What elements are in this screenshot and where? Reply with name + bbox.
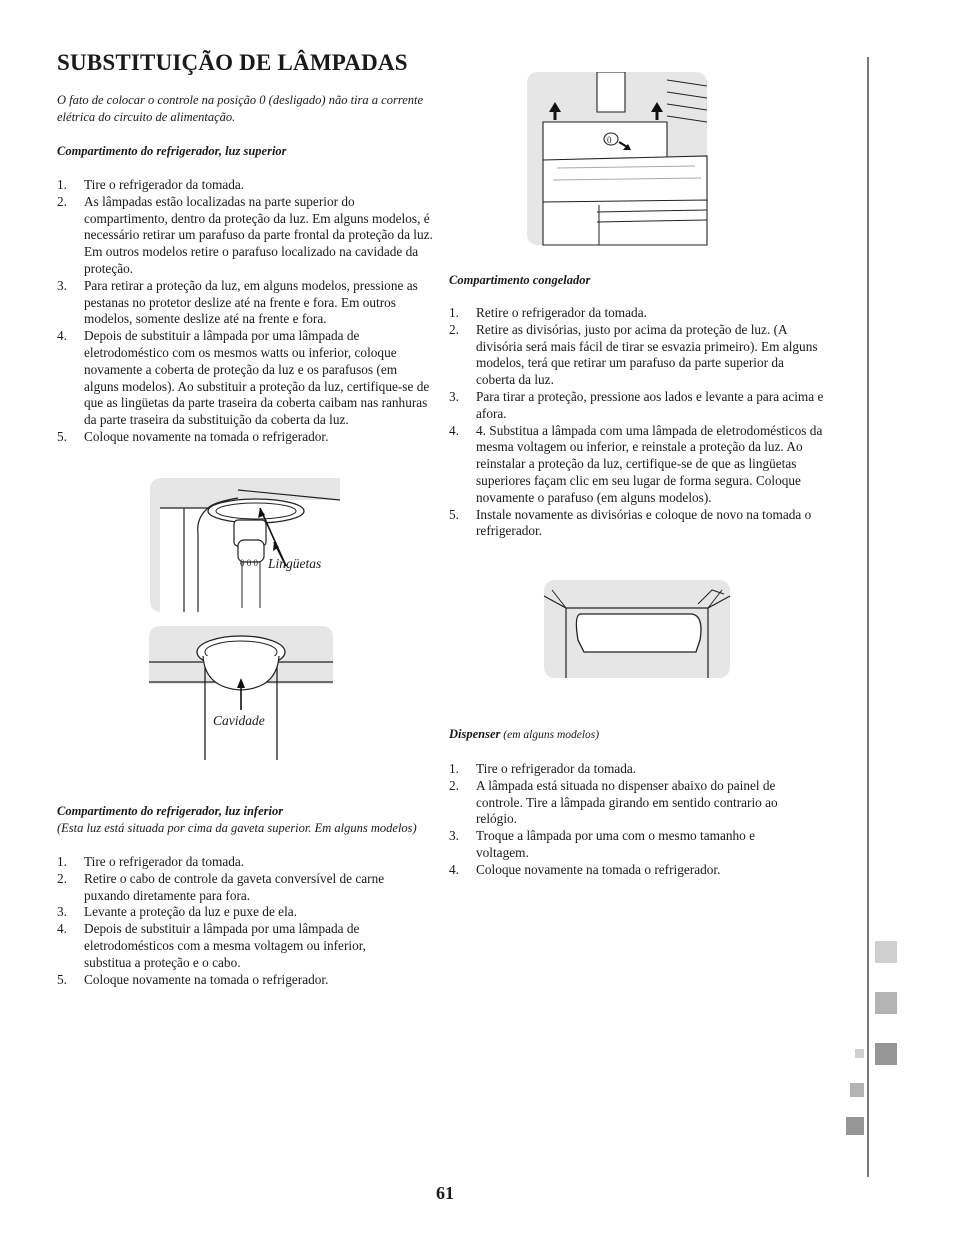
- section-tab-square: [875, 992, 897, 1014]
- light-cover-tabs-figure: [148, 478, 340, 612]
- screw-label: 0: [607, 135, 612, 145]
- step-number: 3.: [57, 277, 67, 293]
- list-item: [449, 322, 824, 389]
- freezer-light-screw-figure: [525, 72, 709, 247]
- step-number: 4.: [449, 861, 459, 877]
- list-item: [57, 429, 433, 446]
- list-item: [449, 778, 809, 828]
- step-number: 4.: [57, 921, 67, 937]
- step-text: Tire o refrigerador da tomada.: [476, 761, 637, 776]
- list-item: [449, 305, 824, 322]
- list-item: [57, 972, 405, 989]
- step-number: 3.: [57, 904, 67, 920]
- step-number: 4.: [449, 422, 459, 438]
- step-text: Depois de substituir a lâmpada por uma lâmpada de eletrodomésticos com a mesma voltagem ou inferior, substitua a proteção e o cabo.: [84, 921, 366, 970]
- step-number: 1.: [449, 305, 459, 320]
- section-tab-square: [875, 1043, 897, 1065]
- step-text: Instale novamente as divisórias e coloque de novo na tomada o refrigerador.: [476, 506, 812, 539]
- step-text: Coloque novamente na tomada o refrigerador.: [84, 428, 329, 444]
- list-item: [449, 507, 824, 541]
- list-item: [57, 904, 405, 921]
- list-item: [57, 328, 433, 429]
- lower-light-subheading: (Esta luz está situada por cima da gaveta superior. Em alguns modelos): [57, 821, 417, 835]
- list-item: [57, 871, 405, 905]
- dispenser-heading: [449, 726, 599, 744]
- step-number: 4.: [57, 328, 67, 344]
- step-number: 3.: [449, 828, 459, 844]
- list-item: [449, 423, 824, 507]
- step-number: 2.: [449, 777, 459, 793]
- step-number: 1.: [57, 854, 67, 869]
- list-item: [57, 278, 433, 328]
- step-text: Para retirar a proteção da luz, em alguns modelos, pressione as pestanas no protetor deslize até na frente e fora. Em outros modelos, somente deslize até na frente e fora.: [84, 277, 418, 327]
- tabs-label: Lingüetas: [268, 556, 322, 571]
- dispenser-steps: [449, 761, 809, 879]
- step-text: A lâmpada está situada no dispenser abaixo do painel de controle. Tire a lâmpada girando em sentido contrario ao relógio.: [476, 777, 778, 827]
- lower-light-steps: [57, 854, 405, 988]
- list-item: [449, 828, 809, 862]
- step-number: 2.: [449, 321, 459, 337]
- step-text: Depois de substituir a lâmpada por uma lâmpada de eletrodoméstico com os mesmos watts ou inferior, coloque novamente a coberta de proteção da luz e os parafusos (em alguns modelos). Ao substituir a proteção da luz, certifique-se de que as lingüetas da parte traseira da coberta caibam nas ranhuras da parte traseira da substituição da coberta da luz.: [84, 328, 430, 428]
- step-number: 5.: [57, 971, 67, 987]
- cavity-label: Cavidade: [213, 713, 265, 728]
- upper-light-steps: [57, 177, 433, 446]
- step-text: Retire o refrigerador da tomada.: [476, 305, 647, 320]
- list-item: [57, 854, 405, 871]
- small-square: [846, 1117, 864, 1135]
- step-text: Retire as divisórias, justo por acima da proteção de luz. (A divisória será mais fácil de tirar se esvazia primeiro). Em alguns modelos, terá que retirar um parafuso da parte superior da coberta da luz.: [476, 321, 818, 388]
- step-number: 2.: [57, 870, 67, 886]
- step-number: 3.: [449, 388, 459, 404]
- lower-light-heading: Compartimento do refrigerador, luz inferior: [57, 804, 284, 818]
- step-text: Tire o refrigerador da tomada.: [84, 854, 245, 869]
- freezer-steps: [449, 305, 824, 540]
- step-text: Troque a lâmpada por uma com o mesmo tamanho e voltagem.: [476, 828, 756, 860]
- step-number: 5.: [57, 428, 67, 444]
- list-item: [449, 761, 809, 778]
- step-number: 5.: [449, 506, 459, 522]
- section-tab-square: [875, 941, 897, 963]
- step-text: 4. Substitua a lâmpada com uma lâmpada de eletrodomésticos da mesma voltagem ou inferior, e reinstale a proteção da luz. Ao reinstalar a proteção da luz, certifique-se de que as lingüetas superiores façam clic em seu lugar de forma segura. Coloque novamente o parafuso (em alguns modelos).: [476, 422, 823, 505]
- margin-rule: [867, 57, 869, 1177]
- step-text: Tire o refrigerador da tomada.: [84, 177, 245, 192]
- dispenser-heading-suffix: (em alguns modelos): [500, 729, 600, 741]
- list-item: [449, 389, 824, 423]
- list-item: [57, 177, 433, 194]
- step-text: Levante a proteção da luz e puxe de ela.: [84, 904, 298, 920]
- step-number: 1.: [57, 177, 67, 192]
- light-cover-cavity-figure: [147, 626, 335, 760]
- upper-light-heading: Compartimento do refrigerador, luz superior: [57, 144, 287, 158]
- step-number: 1.: [449, 761, 459, 776]
- small-square: [855, 1049, 864, 1058]
- freezer-heading: Compartimento congelador: [449, 273, 591, 287]
- step-text: As lâmpadas estão localizadas na parte superior do compartimento, dentro da proteção da luz. Em alguns modelos, é necessário retirar um parafuso da parte frontal da proteção da luz. Em outros modelos retire o parafuso localizado na cavidade da proteção.: [84, 193, 433, 276]
- step-number: 2.: [57, 193, 67, 209]
- svg-text:0 0 0: 0 0 0: [240, 558, 258, 568]
- dispenser-heading-label: Dispenser: [449, 727, 501, 741]
- step-text: Coloque novamente na tomada o refrigerador.: [84, 971, 329, 987]
- step-text: Coloque novamente na tomada o refrigerador.: [476, 861, 721, 877]
- list-item: [57, 921, 405, 971]
- list-item: [57, 194, 433, 278]
- safety-note: O fato de colocar o controle na posição 0 (desligado) não tira a corrente elétrica do circuito de alimentação.: [57, 93, 424, 124]
- small-square: [850, 1083, 864, 1097]
- page-number: 61: [436, 1183, 454, 1203]
- page-title: SUBSTITUIÇÃO DE LÂMPADAS: [57, 50, 408, 75]
- list-item: [449, 862, 809, 879]
- step-text: Para tirar a proteção, pressione aos lados e levante a para acima e afora.: [476, 388, 824, 421]
- freezer-light-cover-figure: [542, 580, 732, 680]
- step-text: Retire o cabo de controle da gaveta conversível de carne puxando diretamente para fora.: [84, 870, 385, 903]
